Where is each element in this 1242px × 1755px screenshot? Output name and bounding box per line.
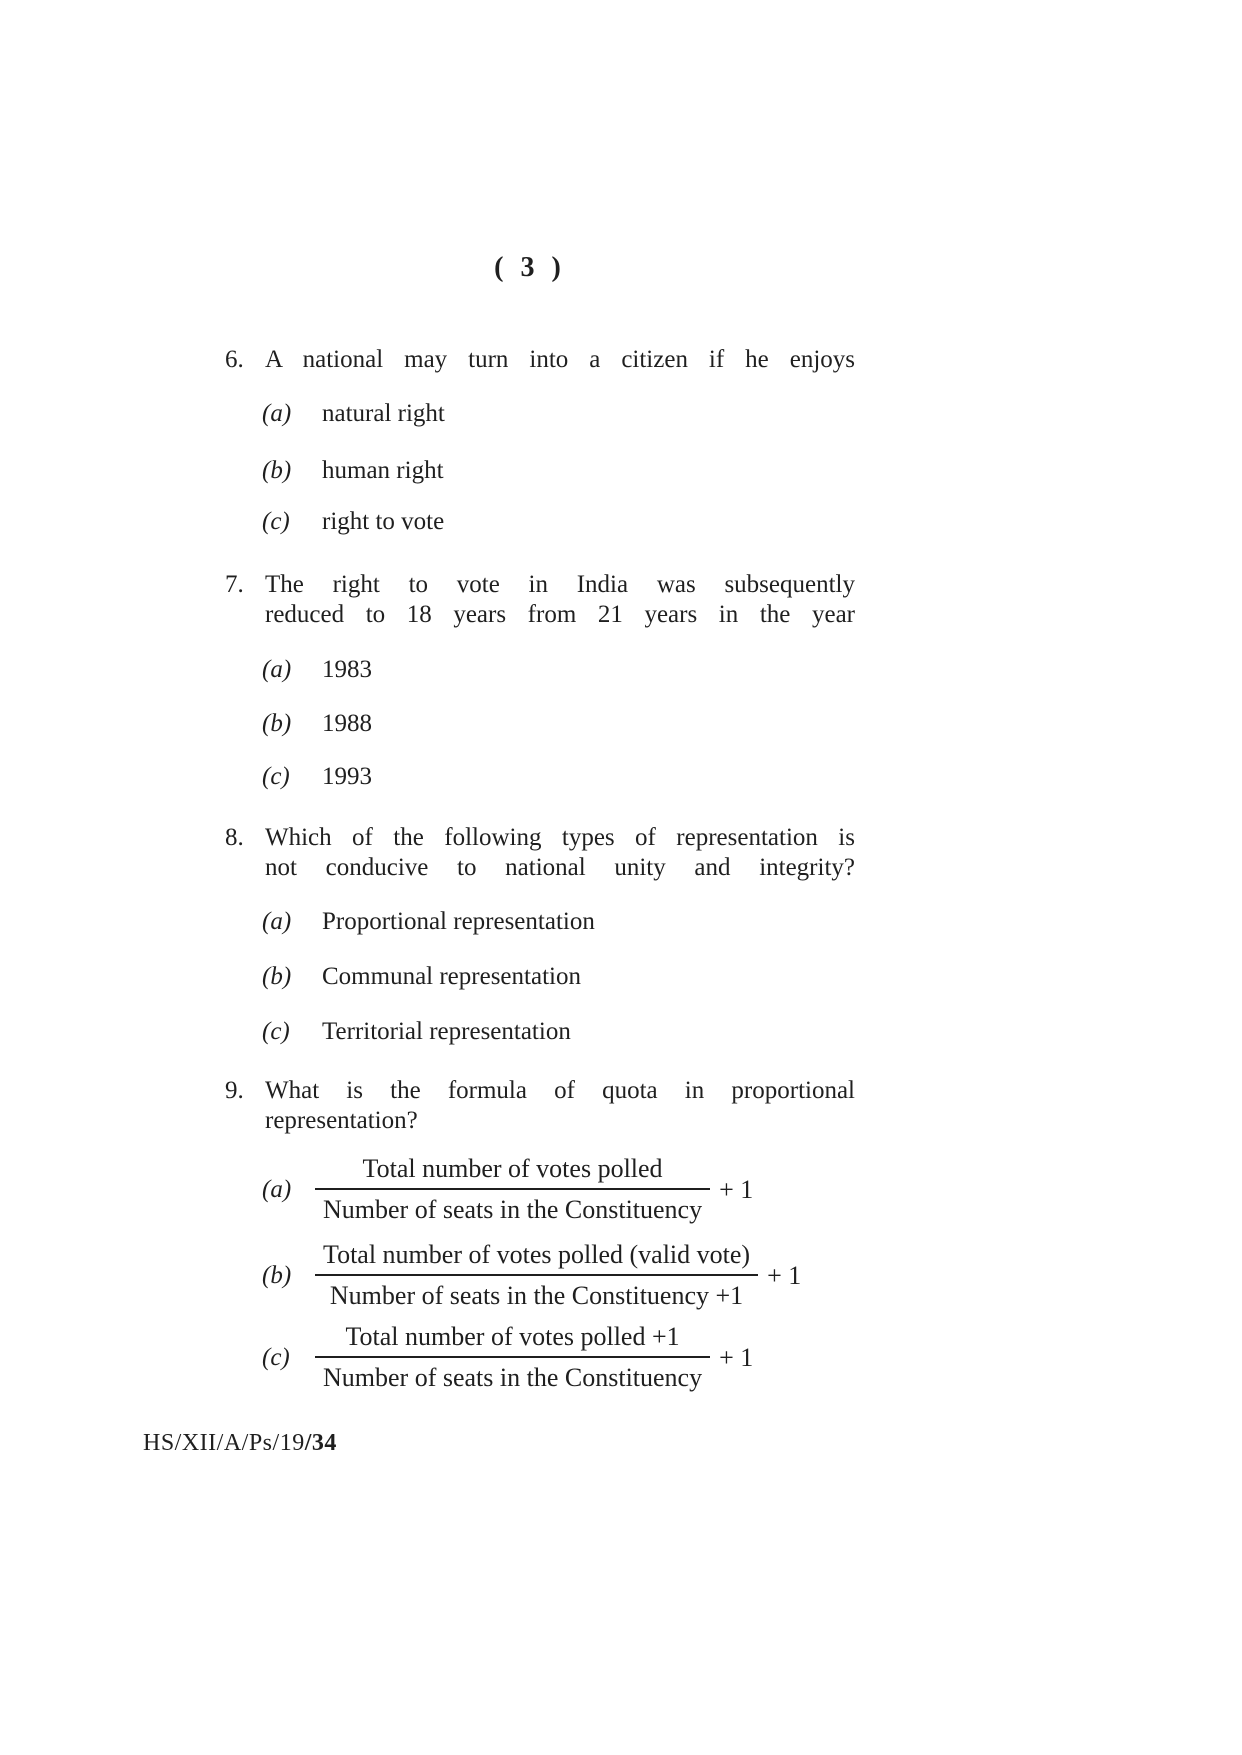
fraction [315, 1153, 710, 1225]
question-text-line: representation? [265, 1107, 418, 1134]
page-footer-code [143, 1430, 337, 1457]
question-number: 9. [225, 1077, 244, 1104]
option-text: Territorial representation [322, 1018, 571, 1045]
question-number: 6. [225, 346, 244, 373]
option-text: natural right [322, 400, 445, 427]
option-row [225, 709, 372, 739]
fraction-option-row [262, 1239, 801, 1311]
option-label: (c) [262, 508, 290, 535]
question-text [265, 345, 855, 375]
option-label: (a) [262, 1175, 292, 1203]
option-row [225, 962, 581, 992]
question-text-line: The right to vote in India was subsequently [265, 571, 855, 598]
question-text-line: not conducive to national unity and integrity? [265, 854, 855, 881]
question-text [265, 823, 855, 883]
option-row [225, 399, 445, 429]
fraction-suffix: + 1 [719, 1174, 754, 1204]
option-row [225, 655, 372, 685]
question-text [265, 1076, 855, 1136]
option-text: human right [322, 457, 444, 484]
question-number: 8. [225, 824, 244, 851]
fraction-denominator: Number of seats in the Constituency [323, 1363, 703, 1392]
option-label: (c) [262, 1343, 290, 1371]
option-label: (b) [262, 710, 292, 737]
fraction [315, 1321, 710, 1393]
fraction-numerator: Total number of votes polled [315, 1153, 710, 1190]
question-7 [225, 570, 855, 630]
fraction-suffix: + 1 [767, 1260, 802, 1290]
option-text: 1983 [322, 656, 372, 683]
option-text: right to vote [322, 508, 445, 535]
fraction-option-row [262, 1153, 753, 1225]
question-number: 7. [225, 571, 244, 598]
option-label: (b) [262, 1261, 292, 1289]
option-text: Communal representation [322, 963, 581, 990]
fraction-numerator: Total number of votes polled (valid vote) [315, 1239, 758, 1276]
option-text: 1988 [322, 710, 372, 737]
fraction-option-row [262, 1321, 753, 1393]
question-6 [225, 345, 855, 375]
question-9 [225, 1076, 855, 1136]
option-row [225, 762, 372, 792]
question-8 [225, 823, 855, 883]
question-text [265, 570, 855, 630]
fraction-numerator: Total number of votes polled +1 [315, 1321, 710, 1358]
option-label: (c) [262, 763, 290, 790]
page-number-header: ( 3 ) [494, 252, 566, 283]
option-row [225, 507, 444, 537]
footer-code-regular: HS/XII/A/Ps/19 [143, 1430, 305, 1456]
fraction-denominator: Number of seats in the Constituency [323, 1195, 703, 1224]
option-row [225, 456, 444, 486]
question-text-line: Which of the following types of representation is [265, 824, 855, 851]
fraction [315, 1239, 758, 1311]
question-text-line: reduced to 18 years from 21 years in the year [265, 601, 855, 628]
option-label: (a) [262, 656, 292, 683]
question-text-line: What is the formula of quota in proportional [265, 1077, 855, 1104]
option-label: (a) [262, 908, 292, 935]
option-row [225, 907, 595, 937]
option-text: Proportional representation [322, 908, 595, 935]
footer-code-bold: /34 [304, 1430, 337, 1456]
fraction-suffix: + 1 [719, 1342, 754, 1372]
option-label: (b) [262, 963, 292, 990]
option-text: 1993 [322, 763, 372, 790]
option-label: (b) [262, 457, 292, 484]
fraction-denominator: Number of seats in the Constituency +1 [329, 1281, 744, 1310]
question-text-line: A national may turn into a citizen if he enjoys [265, 346, 855, 373]
option-row [225, 1017, 571, 1047]
option-label: (a) [262, 400, 292, 427]
option-label: (c) [262, 1018, 290, 1045]
